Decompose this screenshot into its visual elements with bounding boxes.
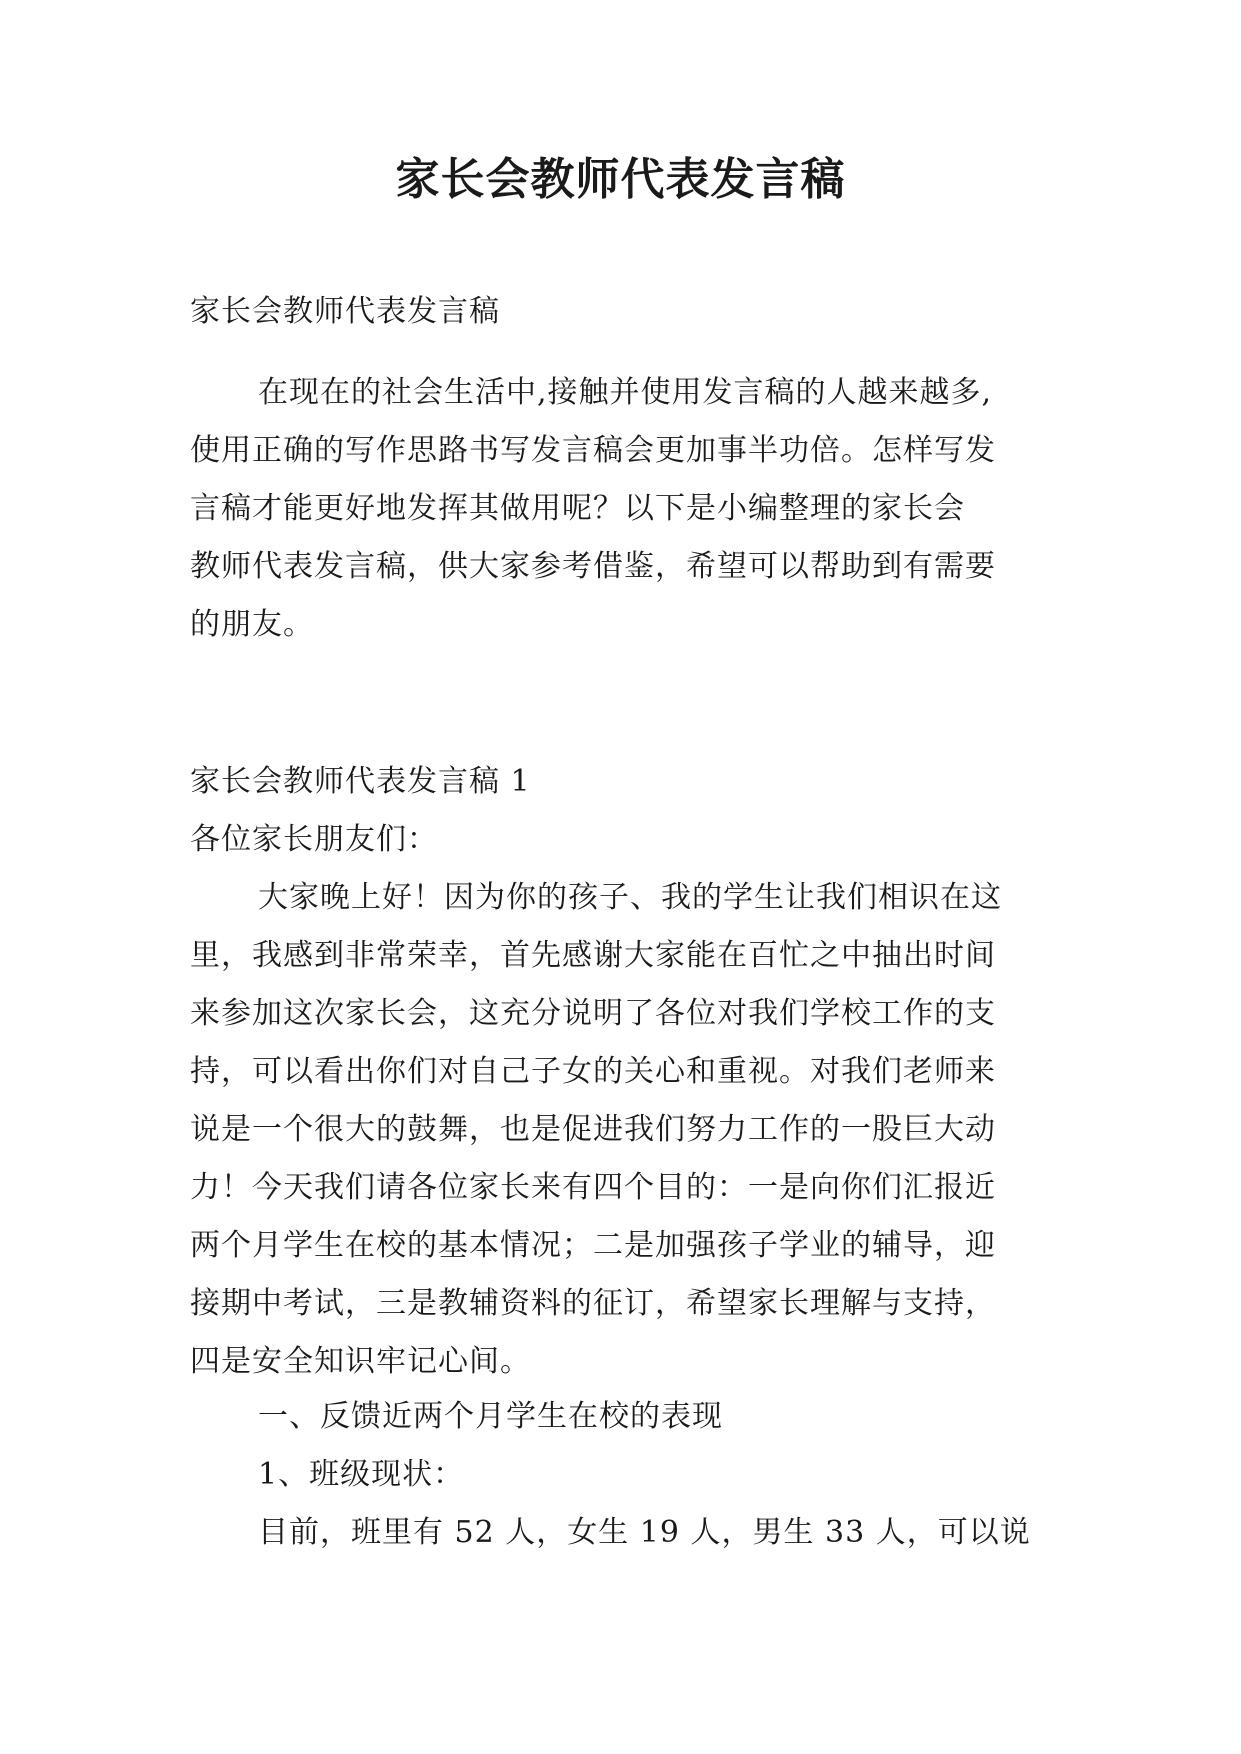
body-line-3: 来参加这次家长会，这充分说明了各位对我们学校工作的支 <box>190 996 996 1031</box>
body-line-8: 接期中考试，三是教辅资料的征订，希望家长理解与支持， <box>190 1286 996 1321</box>
body-line-5: 说是一个很大的鼓舞，也是促进我们努力工作的一股巨大动 <box>190 1112 996 1147</box>
intro-paragraph <box>190 364 1060 654</box>
salutation: 各位家长朋友们： <box>190 822 438 857</box>
point-heading: 一、反馈近两个月学生在校的表现 <box>258 1399 723 1434</box>
body-line-4: 持，可以看出你们对自己子女的关心和重视。对我们老师来 <box>190 1054 996 1089</box>
body-line-6: 力！今天我们请各位家长来有四个目的：一是向你们汇报近 <box>190 1170 996 1205</box>
intro-line-2: 使用正确的写作思路书写发言稿会更加事半功倍。怎样写发 <box>190 433 996 468</box>
body-line-9: 四是安全知识牢记心间。 <box>190 1344 531 1379</box>
intro-line-1: 在现在的社会生活中,接触并使用发言稿的人越来越多, <box>258 375 993 410</box>
sub-heading: 1、班级现状： <box>258 1457 465 1492</box>
intro-line-5: 的朋友。 <box>190 607 314 642</box>
intro-line-3: 言稿才能更好地发挥其做用呢？以下是小编整理的家长会 <box>190 491 965 526</box>
body-paragraph <box>190 869 1060 1391</box>
last-line: 目前，班里有 52 人，女生 19 人，男生 33 人，可以说 <box>258 1515 1031 1550</box>
body-line-1: 大家晚上好！因为你的孩子、我的学生让我们相识在这 <box>258 880 1002 915</box>
document-subtitle: 家长会教师代表发言稿 <box>190 294 500 329</box>
body-line-7: 两个月学生在校的基本情况；二是加强孩子学业的辅导，迎 <box>190 1228 996 1263</box>
intro-line-4: 教师代表发言稿，供大家参考借鉴，希望可以帮助到有需要 <box>190 549 996 584</box>
document-title: 家长会教师代表发言稿 <box>395 154 846 205</box>
section-heading: 家长会教师代表发言稿 1 <box>190 764 531 799</box>
body-line-2: 里，我感到非常荣幸，首先感谢大家能在百忙之中抽出时间 <box>190 938 996 973</box>
